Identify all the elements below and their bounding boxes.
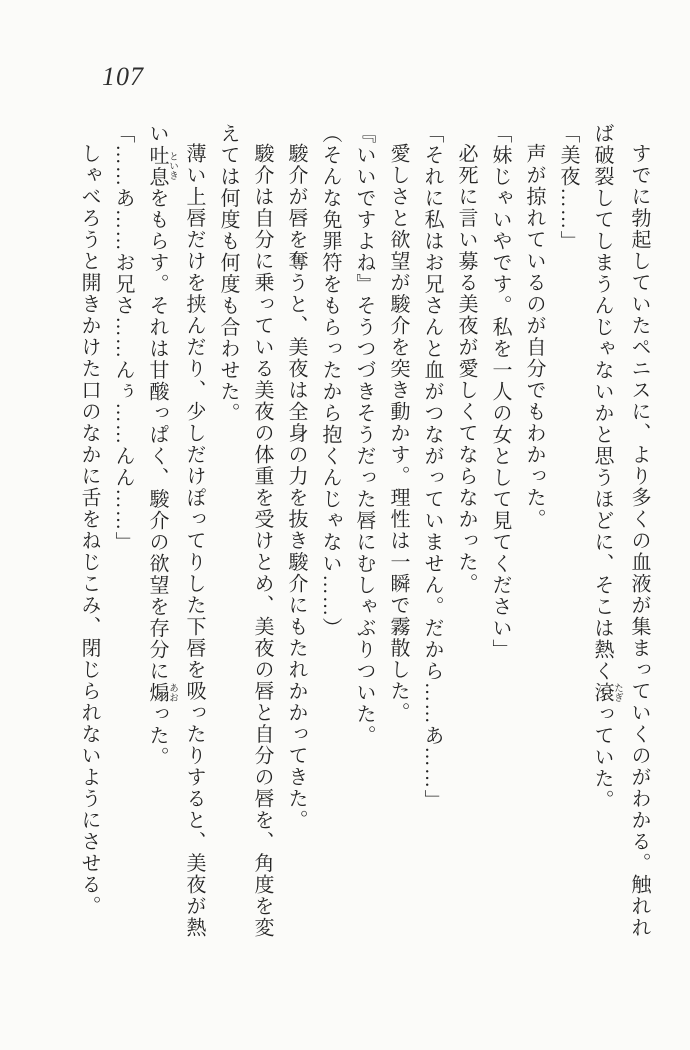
text-line: しゃべろうと開きかけた口のなかに舌をねじこみ、閉じられないようにさせる。 [78, 143, 100, 917]
text-line: えては何度も何度も合わせた。 [217, 123, 239, 424]
text-line: 薄い上唇だけを挟んだり、少しだけぽってりした下唇を吸ったりすると、美夜が熱 [183, 143, 205, 939]
text-line: すでに勃起していたペニスに、より多くの血液が集まっていくのがわかる。触れれ [628, 143, 650, 939]
text-line: （そんな免罪符をもらったから抱くんじゃない……） [319, 123, 341, 639]
text-line: 「それに私はお兄さんと血がつながっていません。だから……あ……」 [421, 123, 443, 811]
furigana-annotation: 煽 あお [146, 682, 177, 704]
text-line: 「……あ……お兄さ……んぅ……んん……」 [112, 123, 134, 553]
text-line: 「妹じゃいやです。私を一人の女として見てください」 [489, 123, 511, 661]
text-line: 駿介は自分に乗っている美夜の体重を受けとめ、美夜の唇と自分の唇を、角度を変 [251, 143, 273, 939]
text-line: い吐息 といきをもらす。それは甘酸っぱく、駿介の欲望を存分に煽 あおった。 [146, 123, 177, 768]
text-block [76, 123, 656, 963]
text-line: 『いいですよね』そうつづきそうだった唇にむしゃぶりついた。 [353, 123, 375, 747]
text-line: 「美夜……」 [557, 123, 579, 252]
furigana-annotation: 吐息 といき [146, 144, 177, 188]
text-line: 必死に言い募る美夜が愛しくてならなかった。 [455, 143, 477, 595]
text-line: 声が掠れているのが自分でもわかった。 [523, 143, 545, 530]
text-line: ば破裂してしまうんじゃないかと思うほどに、そこは熱く滾 たぎっていた。 [591, 123, 622, 811]
page-number: 107 [102, 62, 144, 91]
furigana-annotation: 滾 たぎ [591, 682, 622, 704]
text-line: 愛しさと欲望が駿介を突き動かす。理性は一瞬で霧散した。 [387, 143, 409, 724]
text-line: 駿介が唇を奪うと、美夜は全身の力を抜き駿介にもたれかかってきた。 [285, 143, 307, 831]
